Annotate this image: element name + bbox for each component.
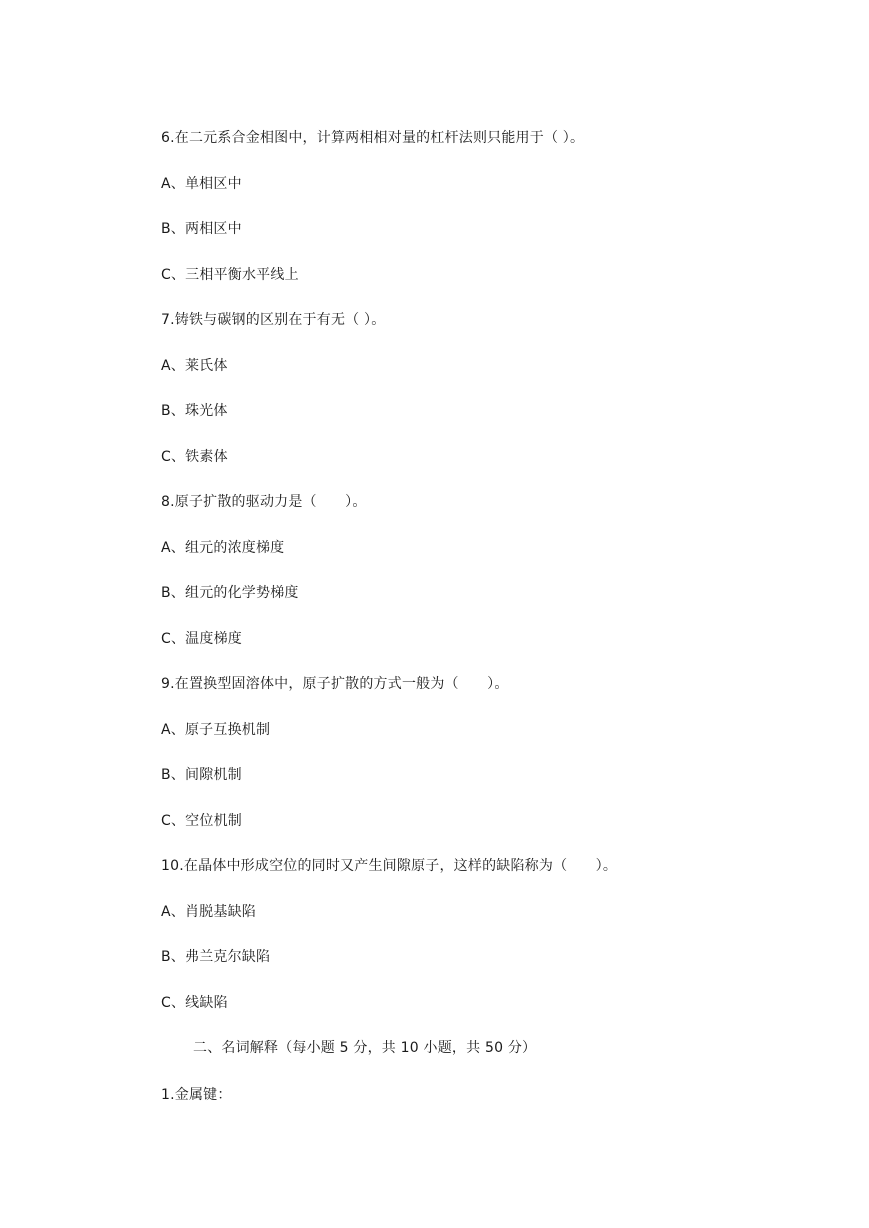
question-6-option-c: C、三相平衡水平线上 bbox=[161, 267, 299, 283]
question-10-stem: 10.在晶体中形成空位的同时又产生间隙原子，这样的缺陷称为（ ）。 bbox=[161, 858, 618, 874]
question-9-option-c: C、空位机制 bbox=[161, 813, 242, 829]
question-6-stem: 6.在二元系合金相图中，计算两相相对量的杠杆法则只能用于（ ）。 bbox=[161, 130, 585, 146]
question-9-stem: 9.在置换型固溶体中，原子扩散的方式一般为（ ）。 bbox=[161, 676, 509, 692]
question-6-option-b: B、两相区中 bbox=[161, 221, 242, 237]
question-10-option-b: B、弗兰克尔缺陷 bbox=[161, 949, 271, 965]
section-heading: 二、名词解释（每小题 5 分，共 10 小题，共 50 分） bbox=[193, 1040, 537, 1056]
question-7-option-a: A、莱氏体 bbox=[161, 358, 228, 374]
question-6-option-a: A、单相区中 bbox=[161, 176, 242, 192]
question-8-option-a: A、组元的浓度梯度 bbox=[161, 540, 285, 556]
question-8-option-c: C、温度梯度 bbox=[161, 631, 242, 647]
question-9-option-b: B、间隙机制 bbox=[161, 767, 242, 783]
question-10-option-c: C、线缺陷 bbox=[161, 995, 228, 1011]
question-7-option-c: C、铁素体 bbox=[161, 449, 228, 465]
question-7-stem: 7.铸铁与碳钢的区别在于有无（ ）。 bbox=[161, 312, 386, 328]
question-10-option-a: A、肖脱基缺陷 bbox=[161, 904, 256, 920]
question-9-option-a: A、原子互换机制 bbox=[161, 722, 271, 738]
question-8-stem: 8.原子扩散的驱动力是（ ）。 bbox=[161, 494, 367, 510]
question-7-option-b: B、珠光体 bbox=[161, 403, 228, 419]
question-8-option-b: B、组元的化学势梯度 bbox=[161, 585, 299, 601]
term-question-1: 1.金属键： bbox=[161, 1087, 232, 1103]
